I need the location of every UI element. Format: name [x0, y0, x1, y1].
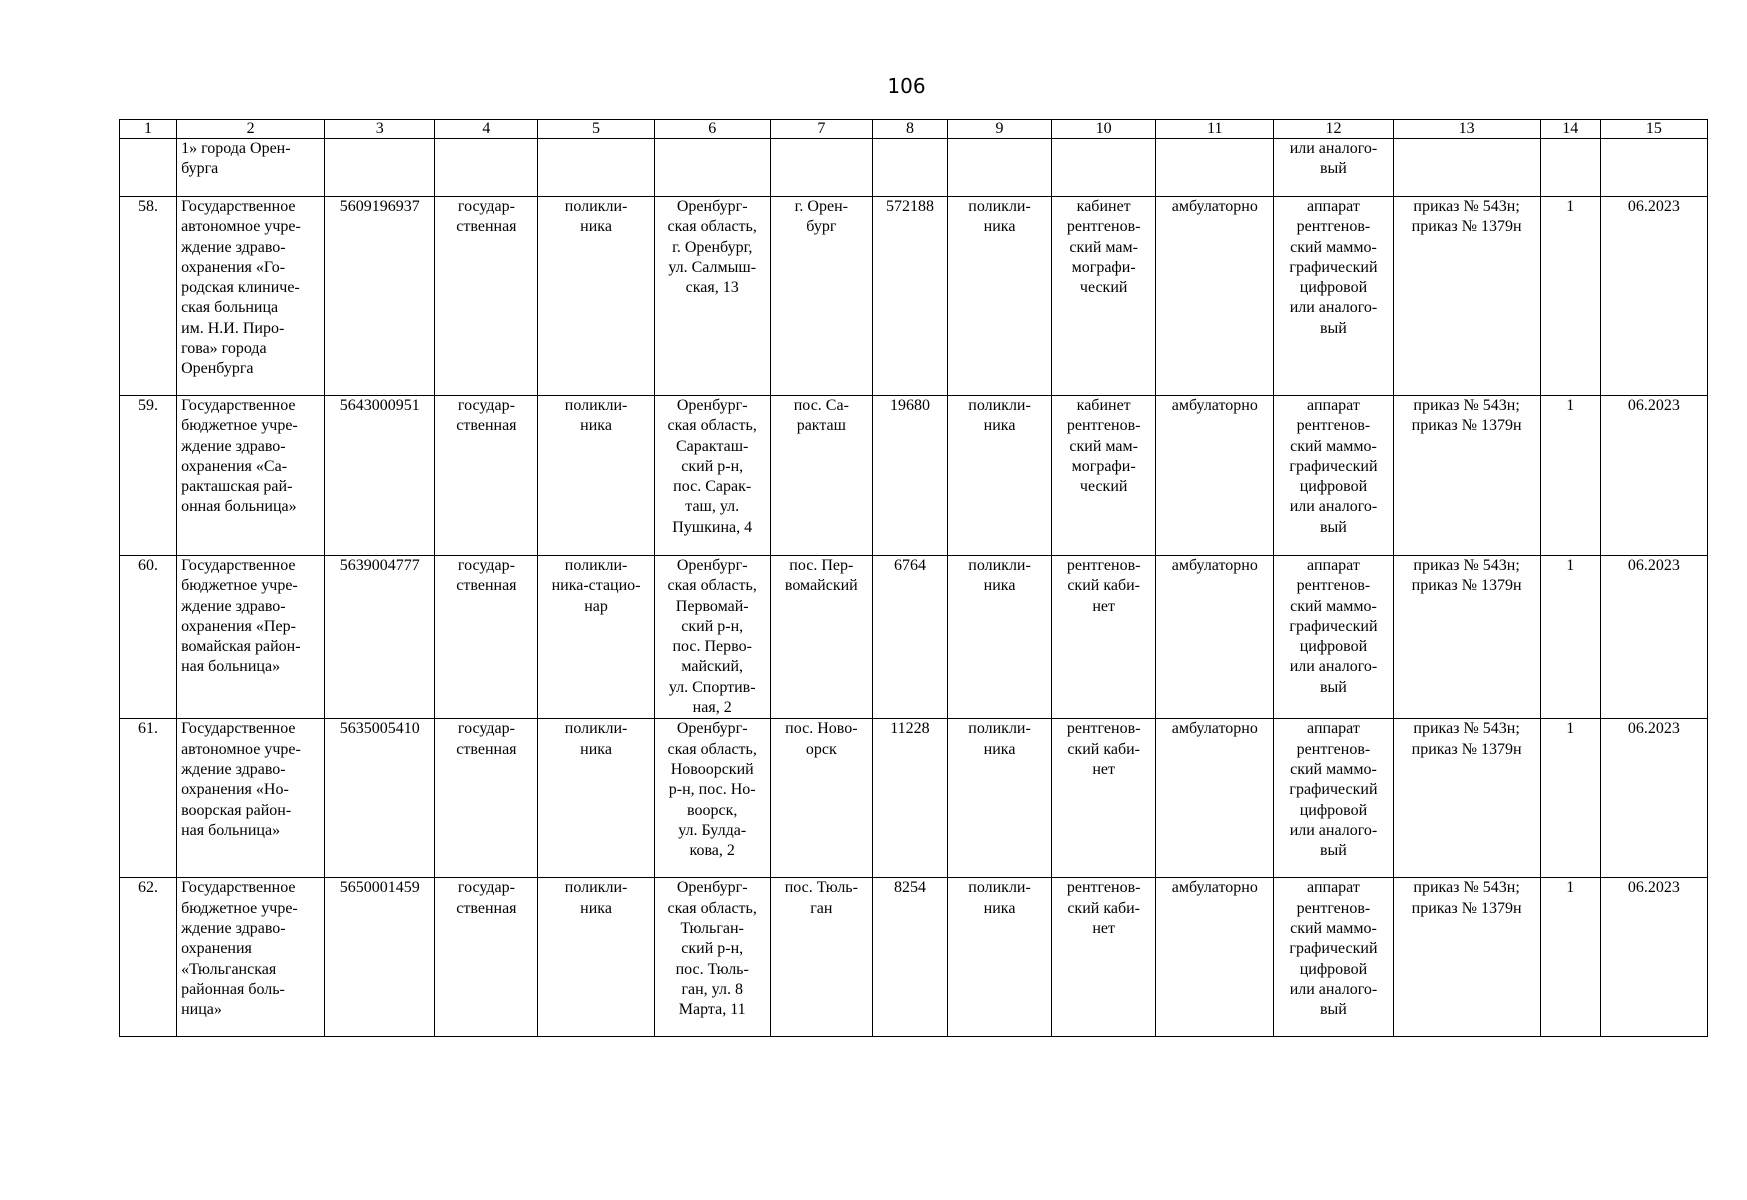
cell-locality: пос. Ново- орск	[770, 719, 872, 878]
cell-unit: поликли- ника	[947, 556, 1051, 719]
cell-address: Оренбург- ская область, г. Оренбург, ул. Салмыш- ская, 13	[654, 197, 770, 396]
table-row	[120, 878, 1708, 1037]
continuation-name: 1» города Орен- бурга	[177, 139, 325, 197]
table-row	[120, 556, 1708, 719]
cell-population: 8254	[872, 878, 947, 1037]
cell-population: 6764	[872, 556, 947, 719]
cell-unit: поликли- ника	[947, 197, 1051, 396]
column-header: 5	[538, 120, 654, 139]
cell-qty: 1	[1540, 396, 1600, 556]
cell-unit: поликли- ника	[947, 878, 1051, 1037]
cell-name: Государственное бюджетное учре- ждение здраво- охранения «Са- ракташская рай- онная больница»	[177, 396, 325, 556]
cell-locality: г. Орен- бург	[770, 197, 872, 396]
cell-unit: поликли- ника	[947, 396, 1051, 556]
cell-name: Государственное автономное учре- ждение здраво- охранения «Го- родская клиниче- ская больница им. Н.И. Пиро- гова» города Оренбурга	[177, 197, 325, 396]
cell-condition: амбулаторно	[1156, 396, 1274, 556]
cell-address: Оренбург- ская область, Тюльган- ский р-н, пос. Тюль- ган, ул. 8 Марта, 11	[654, 878, 770, 1037]
cell-inn: 5650001459	[325, 878, 435, 1037]
cell-date: 06.2023	[1600, 719, 1707, 878]
cell-address: Оренбург- ская область, Новоорский р-н, пос. Но- воорск, ул. Булда- кова, 2	[654, 719, 770, 878]
cell-population: 572188	[872, 197, 947, 396]
cell-date: 06.2023	[1600, 197, 1707, 396]
facilities-table	[119, 119, 1708, 1037]
cell-ownership: государ- ственная	[435, 396, 538, 556]
cell-equipment: аппарат рентгенов- ский маммо- графический цифровой или аналого- вый	[1274, 719, 1393, 878]
cell-num: 61.	[120, 719, 177, 878]
cell-date: 06.2023	[1600, 878, 1707, 1037]
page-number: 106	[887, 74, 926, 98]
column-header: 2	[177, 120, 325, 139]
cell-order: приказ № 543н; приказ № 1379н	[1393, 556, 1540, 719]
column-header: 6	[654, 120, 770, 139]
cell-room: кабинет рентгенов- ский мам- мографи- ческий	[1052, 197, 1156, 396]
cell-room: рентгенов- ский каби- нет	[1052, 878, 1156, 1037]
cell-equipment: аппарат рентгенов- ский маммо- графический цифровой или аналого- вый	[1274, 878, 1393, 1037]
cell-equipment: аппарат рентгенов- ский маммо- графический цифровой или аналого- вый	[1274, 197, 1393, 396]
cell-qty: 1	[1540, 556, 1600, 719]
cell-num: 60.	[120, 556, 177, 719]
column-header: 8	[872, 120, 947, 139]
column-header: 13	[1393, 120, 1540, 139]
cell-condition: амбулаторно	[1156, 719, 1274, 878]
column-header: 9	[947, 120, 1051, 139]
column-header: 12	[1274, 120, 1393, 139]
cell-name: Государственное бюджетное учре- ждение здраво- охранения «Тюльганская районная боль- ница»	[177, 878, 325, 1037]
cell-num: 59.	[120, 396, 177, 556]
cell-inn: 5643000951	[325, 396, 435, 556]
cell-date: 06.2023	[1600, 556, 1707, 719]
cell-address: Оренбург- ская область, Саракташ- ский р-н, пос. Сарак- таш, ул. Пушкина, 4	[654, 396, 770, 556]
cell-locality: пос. Са- ракташ	[770, 396, 872, 556]
cell-qty: 1	[1540, 719, 1600, 878]
cell-num: 58.	[120, 197, 177, 396]
column-number-row	[120, 120, 1708, 139]
cell-inn: 5635005410	[325, 719, 435, 878]
column-header: 14	[1540, 120, 1600, 139]
cell-room: рентгенов- ский каби- нет	[1052, 556, 1156, 719]
column-header: 1	[120, 120, 177, 139]
cell-room: кабинет рентгенов- ский мам- мографи- ческий	[1052, 396, 1156, 556]
cell-equipment: аппарат рентгенов- ский маммо- графический цифровой или аналого- вый	[1274, 556, 1393, 719]
cell-inn: 5609196937	[325, 197, 435, 396]
cell-condition: амбулаторно	[1156, 556, 1274, 719]
cell-ownership: государ- ственная	[435, 556, 538, 719]
cell-ownership: государ- ственная	[435, 719, 538, 878]
cell-order: приказ № 543н; приказ № 1379н	[1393, 719, 1540, 878]
column-header: 3	[325, 120, 435, 139]
cell-order: приказ № 543н; приказ № 1379н	[1393, 197, 1540, 396]
cell-qty: 1	[1540, 878, 1600, 1037]
column-header: 15	[1600, 120, 1707, 139]
cell-order: приказ № 543н; приказ № 1379н	[1393, 396, 1540, 556]
cell-type: поликли- ника	[538, 878, 654, 1037]
cell-condition: амбулаторно	[1156, 878, 1274, 1037]
column-header: 11	[1156, 120, 1274, 139]
cell-equipment: аппарат рентгенов- ский маммо- графический цифровой или аналого- вый	[1274, 396, 1393, 556]
cell-condition: амбулаторно	[1156, 197, 1274, 396]
table-row	[120, 719, 1708, 878]
cell-type: поликли- ника	[538, 197, 654, 396]
cell-population: 19680	[872, 396, 947, 556]
cell-type: поликли- ника	[538, 396, 654, 556]
continuation-row	[120, 139, 1708, 197]
cell-ownership: государ- ственная	[435, 197, 538, 396]
cell-num: 62.	[120, 878, 177, 1037]
cell-unit: поликли- ника	[947, 719, 1051, 878]
cell-date: 06.2023	[1600, 396, 1707, 556]
cell-ownership: государ- ственная	[435, 878, 538, 1037]
column-header: 10	[1052, 120, 1156, 139]
cell-qty: 1	[1540, 197, 1600, 396]
cell-population: 11228	[872, 719, 947, 878]
cell-locality: пос. Тюль- ган	[770, 878, 872, 1037]
table-row	[120, 197, 1708, 396]
cell-order: приказ № 543н; приказ № 1379н	[1393, 878, 1540, 1037]
continuation-equipment: или аналого- вый	[1274, 139, 1393, 197]
table-row	[120, 396, 1708, 556]
cell-inn: 5639004777	[325, 556, 435, 719]
cell-name: Государственное автономное учре- ждение здраво- охранения «Но- воорская район- ная больница»	[177, 719, 325, 878]
cell-name: Государственное бюджетное учре- ждение здраво- охранения «Пер- вомайская район- ная больница»	[177, 556, 325, 719]
cell-locality: пос. Пер- вомайский	[770, 556, 872, 719]
cell-type: поликли- ника	[538, 719, 654, 878]
column-header: 4	[435, 120, 538, 139]
cell-address: Оренбург- ская область, Первомай- ский р-н, пос. Перво- майский, ул. Спортив- ная, 2	[654, 556, 770, 719]
cell-type: поликли- ника-стацио- нар	[538, 556, 654, 719]
cell-room: рентгенов- ский каби- нет	[1052, 719, 1156, 878]
column-header: 7	[770, 120, 872, 139]
